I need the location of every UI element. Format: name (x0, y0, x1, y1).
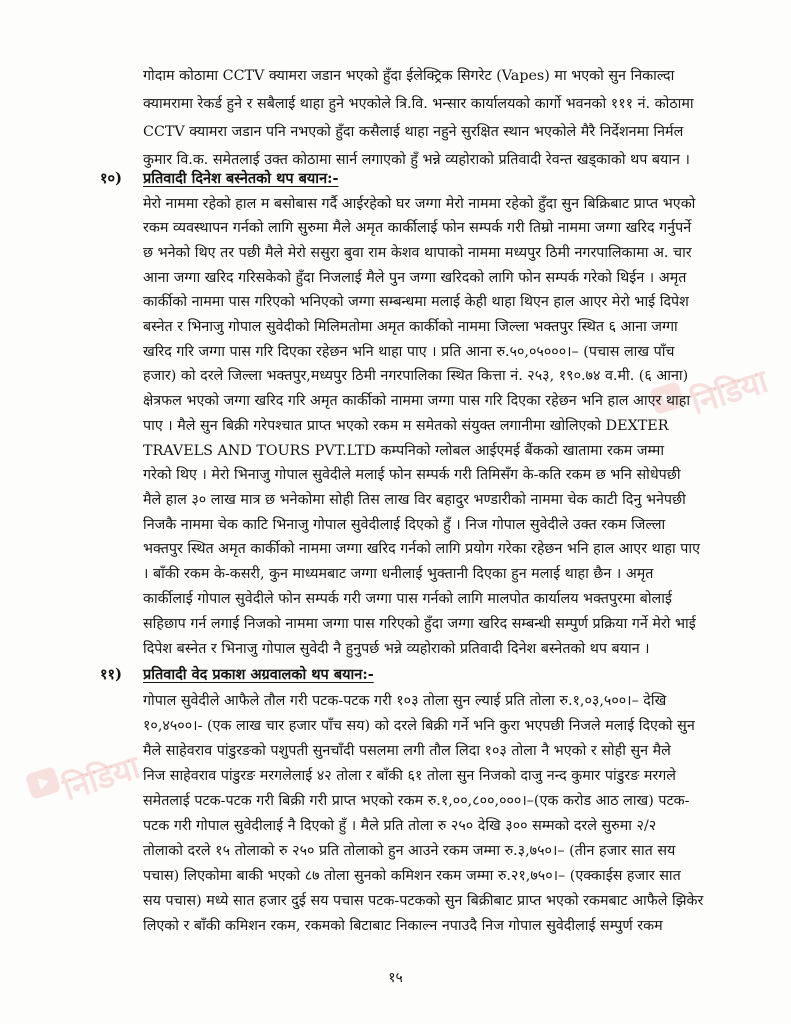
paragraph-line: गोदाम कोठामा CCTV क्यामरा जडान भएको हुँदा ईलेक्ट्रिक सिगरेट (Vapes) मा भएको सुन निकाल्दा (143, 68, 675, 84)
paragraph-line: । बाँकी रकम के-कसरी, कुन माध्यमबाट जग्गा धनीलाई भुक्तानी दिएका हुन मलाई थाहा छैन । अमृत (143, 566, 654, 582)
section-heading: प्रतिवादी वेद प्रकाश अग्रवालको थप बयान:- (143, 666, 374, 683)
paragraph-line: आना जग्गा खरिद गरिसकेको हुँदा निजलाई मैले पुन जग्गा खरिदको लागि फोन सम्पर्क गरेको थिईन । अमृत (143, 270, 687, 286)
paragraph-line: कार्कीलाई गोपाल सुवेदीले फोन सम्पर्क गरी जग्गा पास गर्नको लागि मालपोत कार्यालय भक्तपुरमा बोलाई (143, 591, 672, 607)
paragraph-line: क्षेत्रफल भएको जग्गा खरिद गरि अमृत कार्कीको नाममा जग्गा पास गरि दिएका रहेछन भनि हाल आएर थाहा (143, 393, 691, 409)
section-number: १०) (100, 170, 122, 187)
paragraph-line: गरेको थिए । मेरो भिनाजु गोपाल सुवेदीले मलाई फोन सम्पर्क गरी तिमिसँग के-कति रकम छ भनि सोधेपछी (143, 467, 681, 483)
paragraph-line: खरिद गरि जग्गा पास गरि दिएका रहेछन भनि थाहा पाए । प्रति आना रु.५०,०५०००।– (पचास लाख पाँच (143, 344, 675, 360)
section-heading: प्रतिवादी दिनेश बस्नेतको थप बयान:- (143, 170, 339, 187)
watermark-text: निडिया (58, 747, 145, 809)
paragraph-line: पटक गरी गोपाल सुवेदीलाई नै दिएको हुँ । मैले प्रति तोला रु २५० देखि ३०० सम्मको दरले सुरुमा २/२ (143, 818, 657, 834)
paragraph-line: सय पचास) मध्ये सात हजार दुई सय पचास पटक-पटकको सुन बिक्रीबाट प्राप्त भएको रकमबाट आफैले झिकेर (143, 893, 704, 909)
paragraph-line: मैले हाल ३० लाख मात्र छ भनेकोमा सोही तिस लाख विर बहादुर भण्डारीको नाममा चेक काटी दिनु भनेपछी (143, 492, 686, 508)
paragraph-line: मेरो नाममा रहेको हाल म बसोबास गर्दै आईरहेको घर जग्गा मेरो नाममा रहेको हुँदा सुन बिक्रिबाट प्राप्त भएको (143, 196, 696, 212)
paragraph-line: गोपाल सुवेदीले आफैले तौल गरी पटक-पटक गरी १०३ तोला सुन ल्याई प्रति तोला रु.१,०३,५००।– देखि (143, 693, 667, 709)
paragraph-line: बस्नेत र भिनाजु गोपाल सुवेदीको मिलिमतोमा अमृत कार्कीको नाममा जिल्ला भक्तपुर स्थित ६ आना जग्गा (143, 319, 678, 335)
page-number: १५ (388, 970, 403, 986)
paragraph-line: CCTV क्यामरा जडान पनि नभएको हुँदा कसैलाई थाहा नहुने सुरक्षित स्थान भएकोले मैरै निर्देशनमा निर्मल (143, 124, 684, 140)
paragraph-line: निजकै नाममा चेक काटि भिनाजु गोपाल सुवेदीलाई दिएको हुँ । निज गोपाल सुवेदीले उक्त रकम जिल्ला (143, 517, 666, 533)
paragraph-line: सहिछाप गर्न लगाई निजको नाममा जग्गा पास गरिएको हुँदा जग्गा खरिद सम्बन्धी सम्पुर्ण प्रक्रिया गर्ने मेरो भाई (143, 616, 696, 632)
paragraph-line: १०,४५००।- (एक लाख चार हजार पाँच सय) को दरले बिक्री गर्ने भनि कुरा भएपछी निजले मलाई दिएको सुन (143, 718, 695, 734)
paragraph-line: हजार) को दरले जिल्ला भक्तपुर,मध्यपुर ठिमी नगरपालिका स्थित कित्ता नं. २५३, १९०.७४ व.मी. (६ आना) (143, 368, 689, 384)
watermark-text: निडिया (686, 361, 773, 423)
paragraph-line: तोलाको दरले १५ तोलाको रु २५० प्रति तोलाको हुन आउने रकम जम्मा रु.३,७५०।– (तीन हजार सात सय (143, 843, 676, 859)
paragraph-line: कुमार वि.क. समेतलाई उक्त कोठामा सार्न लगाएको हुँ भन्ने व्यहोराको प्रतिवादी रेवन्त खड्काको थप बयान । (143, 152, 690, 168)
paragraph-line: लिएको र बाँकी कमिशन रकम, रकमको बिटाबाट निकाल्न नपाउदै निज गोपाल सुवेदीलाई सम्पुर्ण रकम (143, 918, 663, 934)
paragraph-line: TRAVELS AND TOURS PVT.LTD कम्पनिको ग्लोबल आईएमई बैंकको खातामा रकम जम्मा (143, 443, 665, 459)
paragraph-line: दिपेश बस्नेत र भिनाजु गोपाल सुवेदी नै हुनुपर्छ भन्ने व्यहोराको प्रतिवादी दिनेश बस्नेतको थप बयान । (143, 641, 650, 657)
paragraph-line: समेतलाई पटक-पटक गरी बिक्री गरी प्राप्त भएको रकम रु.१,००,८००,०००।–(एक करोड आठ लाख) पटक- (143, 793, 690, 809)
paragraph-line: क्यामरामा रेकर्ड हुने र सबैलाई थाहा हुने भएकोले त्रि.वि. भन्सार कार्यालयको कार्गो भवनको १११ नं. कोठामा (143, 96, 694, 112)
paragraph-line: पचास) लिएकोमा बाकी भएको ८७ तोला सुनको कमिशन रकम जम्मा रु.२१,७५०।– (एक्काईस हजार सात (143, 868, 681, 884)
paragraph-line: कार्कीको नाममा पास गरिएको भनिएको जग्गा सम्बन्धमा मलाई केही थाहा थिएन हाल आएर मेरो भाई दिपेश (143, 294, 689, 310)
paragraph-line: भक्तपुर स्थित अमृत कार्कीको नाममा जग्गा खरिद गर्नको लागि प्रयोग गरेका रहेछन भनि हाल आएर थाहा पाए (143, 541, 701, 557)
paragraph-line: पाए । मैले सुन बिक्री गरेपश्चात प्राप्त भएको रकम म समेतको संयुक्त लगानीमा खोलिएको DEXTER (143, 418, 669, 434)
paragraph-line: मैले साहेवराव पांडुरङको पशुपती सुनचाँदी पसलमा लगी तौल लिदा १०३ तोला नै भएको र सोही सुन मैले (143, 743, 671, 759)
play-icon (25, 766, 62, 800)
section-number: ११) (100, 666, 122, 683)
paragraph-line: रकम व्यवस्थापन गर्नको लागि सुरुमा मैले अमृत कार्कीलाई फोन सम्पर्क गरी तिम्रो नाममा जग्गा खरिद गर्नुपर्ने (143, 220, 692, 236)
paragraph-line: छ भनेको थिए तर पछी मैले मेरो ससुरा बुवा राम केशव थापाको नाममा मध्यपुर ठिमी नगरपालिकामा अ. चार (143, 245, 692, 261)
paragraph-line: निज साहेवराव पांडुरङ मरगलेलाई ४२ तोला र बाँकी ६१ तोला सुन निजको दाजु नन्द कुमार पांडुरङ मरगले (143, 768, 676, 784)
